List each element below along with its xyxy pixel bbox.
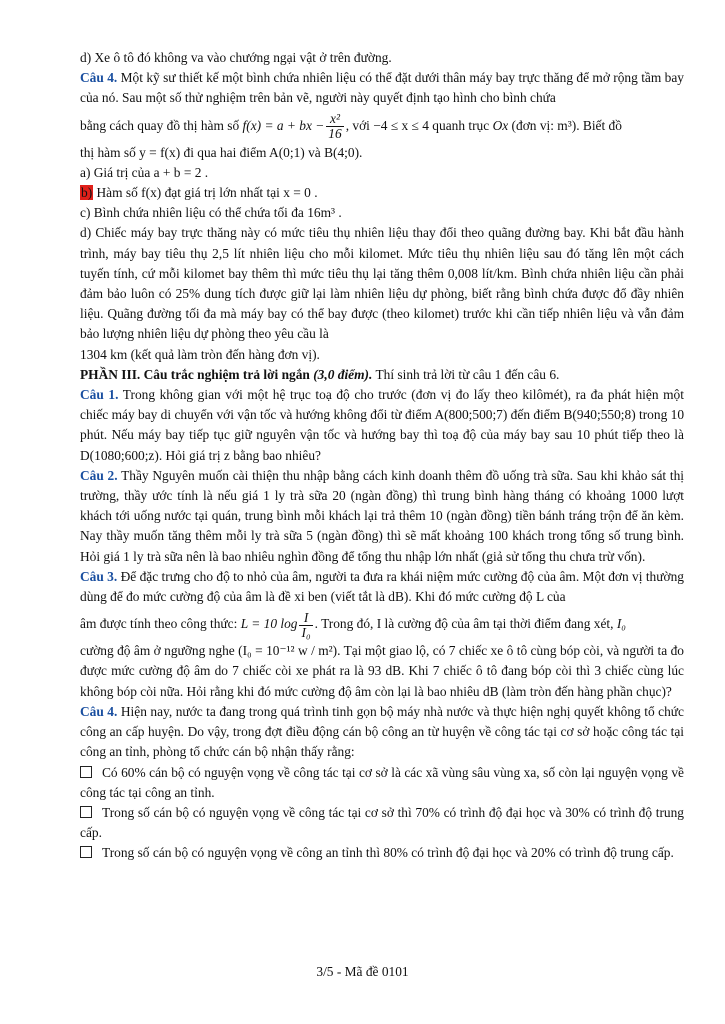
q4-option-b-text: Hàm số f(x) đạt giá trị lớn nhất tại x = 0 . [96, 185, 318, 201]
q4-option-b [80, 183, 684, 203]
p3-q1-l3: B(940;550;8) trong 10 phút. Nếu máy bay tiếp tục giữ nguyên vận tốc và hướng bay thì toạ độ của [80, 407, 685, 443]
p3-q3-frac-den: I₀ [301, 624, 311, 640]
p3-q3-l1: Để đặc trưng cho độ to nhỏ của âm, người ta đưa ra khái niệm mức cường độ của âm. Một đơn vị thường dùng để đo mức cường độ của âm là đề xi ben (viết tắt là dB). Khi đó mức cường độ L của [80, 568, 684, 605]
p3-q3-l4: người ta đo được mức cường độ âm do 7 chiếc còi xe phát ra là 93 dB. Khi 7 chiếc ô tô đang bóp còi thì 3 chiếc cùng lúc không bóp còi nữa. Hỏi rằng khi đó mức cường độ âm còn lại là bao nhiêu dB (làm tròn đến hàng phần chục)? [80, 643, 684, 699]
q4-func-mid: , với −4 ≤ x ≤ 4 quanh trục [345, 117, 490, 133]
p3-q4-bullet [80, 843, 684, 863]
p3-q4-bullet-text: Trong số cán bộ có nguyện vọng về công tác tại cơ sở thì 70% có trình độ đại học và 30% có trình độ trung cấp. [80, 804, 684, 841]
p3-q3-formula-line [80, 607, 684, 641]
q4-option-d [80, 223, 684, 364]
p3-q4-bullet [80, 803, 684, 843]
p3-q3-l3: cường độ âm ở ngưỡng nghe (I₀ = 10⁻¹² w / m²). Tại một giao lộ, có 7 chiếc xe ô tô cùng bóp còi, và [80, 643, 620, 659]
p3-q4-intro: Hiện nay, nước ta đang trong quá trình tinh gọn bộ máy nhà nước và thực hiện nghị quyết không tổ chức công an cấp huyện. Do vậy, trong đợt điều động cán bộ công an từ huyện về công tác tại cơ sở hoặc công tác tại công an tỉnh, phòng tổ chức cán bộ nhận thấy rằng: [80, 703, 684, 760]
part3-instruction: Thí sinh trả lời từ câu 1 đến câu 6. [375, 366, 560, 382]
q4-axis: Ox [492, 117, 509, 133]
q4-intro [80, 68, 684, 108]
q4-function-line [80, 109, 684, 143]
q4-intro-text: Một kỹ sư thiết kế một bình chứa nhiên liệu có thể đặt dưới thân máy bay trực thăng để mở rộng tầm bay của nó. Sau một số thử nghiệm trên bản vẽ, người này quyết định tạo hình cho bình chứa [80, 70, 684, 106]
q4-d-part2: tăng lên một cách tuyến tính, cứ mỗi kilomet bay thêm thì mức tiêu thụ lại tăng thêm 0,008 lít/km. [80, 245, 684, 281]
q4-frac-den: 16 [328, 126, 342, 142]
q4-fraction [326, 112, 343, 141]
p3-q4-label: Câu 4. [80, 703, 118, 719]
p3-q4-bullet [80, 763, 684, 803]
p3-q1-l2: một chiếc máy bay di chuyển với vận tốc và hướng không đổi từ điểm A(800;500;7) đến điểm [80, 387, 684, 423]
p3-q4 [80, 702, 684, 763]
p3-q1-l1: Trong không gian với một hệ trục toạ độ cho trước (đơn vị đo lấy theo kilômét), ra đa phát hiện [122, 387, 659, 403]
q4-d-part1: d) Chiếc máy bay trực thăng này có mức tiêu thụ nhiên liệu thay đổi theo quãng đường bay. Khi bắt đầu hành trình, máy bay tiêu thụ 2,5 lít nhiên liệu cho mỗi kilomet. Mức tiêu thụ nhiên liệu sau đó [80, 225, 684, 261]
q4-option-c: c) Bình chứa nhiên liệu có thể chứa tối đa 16m³ . [80, 205, 342, 221]
p3-q1-l4: máy bay sau 10 phút tiếp theo là D(1080;600;z). Hỏi giá trị z bằng bao nhiêu? [80, 427, 684, 463]
q4-func-post: (đơn vị: m³). Biết đồ [511, 117, 622, 133]
q4-func: f(x) = a + bx − [242, 117, 325, 133]
page-content [80, 48, 684, 864]
p3-q1-label: Câu 1. [80, 387, 119, 403]
p3-q2 [80, 466, 684, 567]
p3-q2-text: Thầy Nguyên muốn cài thiện thu nhập bằng cách kinh doanh thêm đồ uống trà sữa. Sau khi khảo sát thị trường, thầy ước tính là nếu giá 1 ly trà sữa 20 (ngàn đồng) thì trung bình hàng tháng có khoảng 1000 lượt khách tới uống nước tại quán, trung bình mỗi khách lại trả thêm 10 (ngàn đồng) tiền bánh tráng trộn để ăn kèm. Nay thầy muốn tăng thêm mỗi ly trà sữa 5 (ngàn đồng) thì sẽ mất khoảng 100 khách trong tổng số trung bình. Hỏi giá 1 ly trà sữa nên là bao nhiêu nghìn đồng để tổng thu nhập lớn nhất (giả sử tổng thu chưa trừ vốn). [80, 467, 684, 564]
p3-q3-label: Câu 3. [80, 568, 118, 584]
p3-q3-rest [80, 641, 684, 702]
p3-q3 [80, 567, 684, 607]
p3-q3-frac-num: I [299, 611, 312, 626]
q4-points-line: thị hàm số y = f(x) đi qua hai điểm A(0;1) và B(4;0). [80, 144, 363, 160]
q4-func-pre: bằng cách quay đồ thị hàm số [80, 117, 240, 133]
q4-d-part3: Bình chứa nhiên liệu cần phải đảm bảo luôn có 25% dung tích được giữ lại làm nhiên liệu dự phòng, biết rằng bình chứa được đổ đầy nhiên liệu. Quãng đường tối đa mà máy bay có thể bay được (theo kilomet) trước khi cần tiếp nhiên liệu và vẫn đảm bảo lượng nhiên liệu dự phòng theo yêu cầu là [80, 265, 684, 342]
part3-title: PHẦN III. Câu trắc nghiệm trả lời ngắn [80, 366, 310, 382]
p3-q4-bullet-text: Có 60% cán bộ có nguyện vọng về công tác tại cơ sở là các xã vùng sâu vùng xa, số còn lại nguyện vọng về công tác tại công an tỉnh. [80, 764, 684, 800]
q4-label: Câu 4. [80, 70, 118, 86]
p3-q3-io: I₀ [616, 616, 626, 632]
checkbox-icon [80, 806, 92, 818]
p3-q3-formula-lhs: L = 10 log [240, 616, 298, 632]
p3-q3-formula-post: . Trong đó, I là cường độ của âm tại thời điểm đang xét, [314, 616, 614, 632]
part3-heading [80, 365, 684, 385]
p3-q3-formula-pre: âm được tính theo công thức: [80, 616, 238, 632]
p3-q3-fraction [299, 611, 312, 640]
p3-q1 [80, 385, 684, 466]
q4-d-part4: 1304 km (kết quả làm tròn đến hàng đơn vị). [80, 346, 320, 362]
q4-option-a: a) Giá trị của a + b = 2 . [80, 164, 209, 180]
q4-frac-num: x² [326, 112, 343, 127]
p3-q2-label: Câu 2. [80, 467, 118, 483]
checkbox-icon [80, 766, 92, 778]
page-footer: 3/5 - Mã đề 0101 [316, 964, 409, 979]
q3-option-d: d) Xe ô tô đó không va vào chướng ngại vật ở trên đường. [80, 50, 392, 65]
checkbox-icon [80, 846, 92, 858]
p3-q4-bullet-text: Trong số cán bộ có nguyện vọng về công an tỉnh thì 80% có trình độ đại học và 20% có trình độ trung cấp. [102, 845, 674, 861]
q4-option-b-highlight: b) [81, 185, 93, 201]
part3-points: (3,0 điểm). [313, 366, 373, 382]
